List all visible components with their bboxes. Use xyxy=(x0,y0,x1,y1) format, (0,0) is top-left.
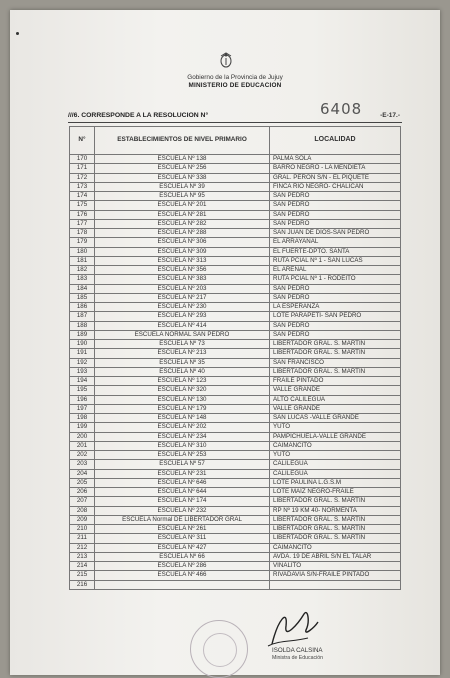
row-locality: EL ARRAYANAL xyxy=(270,238,401,247)
table-row xyxy=(70,571,401,580)
table-row xyxy=(70,423,401,432)
row-number: 193 xyxy=(70,367,95,376)
row-establishment: ESCUELA Normal DE LIBERTADOR GRAL xyxy=(95,515,270,524)
row-number: 200 xyxy=(70,432,95,441)
row-establishment: ESCUELA Nº 383 xyxy=(95,275,270,284)
row-locality: LOTE PAULINA L.G.S.M xyxy=(270,478,401,487)
resolution-number: 6408 xyxy=(320,100,363,118)
row-establishment: ESCUELA Nº 174 xyxy=(95,497,270,506)
document-page xyxy=(10,10,440,675)
table-body xyxy=(70,155,401,590)
table-row xyxy=(70,340,401,349)
row-number: 192 xyxy=(70,358,95,367)
row-locality: LIBERTADOR GRAL. S. MARTIN xyxy=(270,497,401,506)
row-locality: SAN PEDRO xyxy=(270,219,401,228)
table-row xyxy=(70,219,401,228)
row-establishment: ESCUELA Nº 57 xyxy=(95,460,270,469)
table-row xyxy=(70,377,401,386)
row-establishment: ESCUELA Nº 286 xyxy=(95,562,270,571)
row-locality: VALLE GRANDE xyxy=(270,386,401,395)
row-establishment: ESCUELA Nº 138 xyxy=(95,155,270,164)
table-row xyxy=(70,562,401,571)
ministry-name: MINISTERIO DE EDUCACION xyxy=(188,82,282,89)
row-number: 187 xyxy=(70,312,95,321)
row-number: 214 xyxy=(70,562,95,571)
row-number: 216 xyxy=(70,580,95,589)
seal-inner-ring xyxy=(203,633,237,667)
row-establishment: ESCUELA Nº 644 xyxy=(95,488,270,497)
row-number: 176 xyxy=(70,210,95,219)
row-number: 188 xyxy=(70,321,95,330)
header-locality: LOCALIDAD xyxy=(270,127,401,155)
row-establishment: ESCUELA Nº 646 xyxy=(95,478,270,487)
row-locality: SAN FRANCISCO xyxy=(270,358,401,367)
row-locality: PALMA SOLA xyxy=(270,155,401,164)
row-number: 196 xyxy=(70,395,95,404)
row-number: 198 xyxy=(70,414,95,423)
table-row xyxy=(70,525,401,534)
table-row xyxy=(70,275,401,284)
row-number: 177 xyxy=(70,219,95,228)
row-number: 173 xyxy=(70,182,95,191)
row-establishment: ESCUELA Nº 281 xyxy=(95,210,270,219)
row-number: 201 xyxy=(70,441,95,450)
punch-hole xyxy=(16,32,19,35)
table-row xyxy=(70,488,401,497)
row-establishment: ESCUELA Nº 288 xyxy=(95,229,270,238)
row-number: 172 xyxy=(70,173,95,182)
row-locality: VALLE GRANDE xyxy=(270,404,401,413)
row-locality: YUTO xyxy=(270,451,401,460)
table-row xyxy=(70,534,401,543)
row-locality: YUTO xyxy=(270,423,401,432)
header-number: N° xyxy=(70,127,95,155)
row-number: 189 xyxy=(70,330,95,339)
row-establishment: ESCUELA Nº 203 xyxy=(95,284,270,293)
row-number: 183 xyxy=(70,275,95,284)
table-row xyxy=(70,358,401,367)
row-locality: EL FUERTE-DPTO. SANTA xyxy=(270,247,401,256)
row-establishment: ESCUELA Nº 231 xyxy=(95,469,270,478)
table-row xyxy=(70,266,401,275)
resolution-line xyxy=(68,100,402,123)
row-number: 179 xyxy=(70,238,95,247)
row-number: 194 xyxy=(70,377,95,386)
row-locality: LIBERTADOR GRAL. S. MARTIN xyxy=(270,534,401,543)
government-name: Gobierno de la Provincia de Jujuy xyxy=(187,74,283,81)
row-locality: ALTO CALILEGUA xyxy=(270,395,401,404)
row-number: 174 xyxy=(70,192,95,201)
table-row xyxy=(70,238,401,247)
row-establishment: ESCUELA Nº 320 xyxy=(95,386,270,395)
row-establishment: ESCUELA Nº 414 xyxy=(95,321,270,330)
row-number: 210 xyxy=(70,525,95,534)
row-number: 213 xyxy=(70,552,95,561)
row-number: 178 xyxy=(70,229,95,238)
row-number: 199 xyxy=(70,423,95,432)
row-number: 207 xyxy=(70,497,95,506)
row-number: 205 xyxy=(70,478,95,487)
table-row xyxy=(70,284,401,293)
row-locality: CALILEGUA xyxy=(270,469,401,478)
row-establishment: ESCUELA Nº 293 xyxy=(95,312,270,321)
row-locality: SAN LUCAS -VALLE GRANDE xyxy=(270,414,401,423)
row-establishment: ESCUELA Nº 427 xyxy=(95,543,270,552)
table-row xyxy=(70,229,401,238)
signatory-name: ISOLDA CALSINA xyxy=(272,647,323,654)
table-row xyxy=(70,386,401,395)
row-establishment: ESCUELA Nº 217 xyxy=(95,293,270,302)
row-locality: SAN JUAN DE DIOS-SAN PEDRO xyxy=(270,229,401,238)
table-row xyxy=(70,441,401,450)
table-row xyxy=(70,395,401,404)
row-number: 211 xyxy=(70,534,95,543)
row-locality: SAN PEDRO xyxy=(270,284,401,293)
table-row xyxy=(70,173,401,182)
row-establishment: ESCUELA Nº 310 xyxy=(95,441,270,450)
row-locality: PAMPICHUELA-VALLE GRANDE xyxy=(270,432,401,441)
table-row xyxy=(70,432,401,441)
row-establishment: ESCUELA Nº 356 xyxy=(95,266,270,275)
table-row xyxy=(70,164,401,173)
row-establishment: ESCUELA Nº 213 xyxy=(95,349,270,358)
table-row xyxy=(70,210,401,219)
row-locality: FINCA RIO NEGRO- CHALICAN xyxy=(270,182,401,191)
table-row xyxy=(70,349,401,358)
row-number: 190 xyxy=(70,340,95,349)
row-number: 204 xyxy=(70,469,95,478)
row-locality: EL ARENAL xyxy=(270,266,401,275)
row-locality: RP Nº 19 KM 40- NORMENTA xyxy=(270,506,401,515)
table-row xyxy=(70,201,401,210)
row-locality xyxy=(270,580,401,589)
row-establishment: ESCUELA Nº 306 xyxy=(95,238,270,247)
table-row xyxy=(70,321,401,330)
schools-table xyxy=(69,126,401,590)
row-locality: SAN PEDRO xyxy=(270,330,401,339)
table-row xyxy=(70,497,401,506)
row-locality: RUTA PCIAL Nº 1 - SAN LUCAS xyxy=(270,256,401,265)
row-establishment: ESCUELA Nº 66 xyxy=(95,552,270,561)
row-number: 191 xyxy=(70,349,95,358)
row-establishment: ESCUELA NORMAL SAN PEDRO xyxy=(95,330,270,339)
row-establishment: ESCUELA Nº 253 xyxy=(95,451,270,460)
row-establishment: ESCUELA Nº 130 xyxy=(95,395,270,404)
table-row xyxy=(70,552,401,561)
row-locality: LIBERTADOR GRAL. S. MARTIN xyxy=(270,525,401,534)
table-row xyxy=(70,543,401,552)
row-number: 206 xyxy=(70,488,95,497)
table-row xyxy=(70,460,401,469)
row-number: 202 xyxy=(70,451,95,460)
row-locality: CALILEGUA xyxy=(270,460,401,469)
row-locality: LOTE MAÍZ NEGRO-FRAILE xyxy=(270,488,401,497)
ministry-seal-stamp xyxy=(190,620,248,678)
row-locality: LIBERTADOR GRAL. S. MARTIN xyxy=(270,340,401,349)
row-establishment: ESCUELA Nº 261 xyxy=(95,525,270,534)
table-row xyxy=(70,303,401,312)
row-establishment: ESCUELA Nº 311 xyxy=(95,534,270,543)
row-establishment xyxy=(95,580,270,589)
table-row xyxy=(70,451,401,460)
table-row xyxy=(70,414,401,423)
row-locality: GRAL. PERON S/N - EL PIQUETE xyxy=(270,173,401,182)
table-row xyxy=(70,155,401,164)
row-locality: LIBERTADOR GRAL. S. MARTIN xyxy=(270,367,401,376)
row-number: 209 xyxy=(70,515,95,524)
row-establishment: ESCUELA Nº 39 xyxy=(95,182,270,191)
row-number: 185 xyxy=(70,293,95,302)
row-establishment: ESCUELA Nº 35 xyxy=(95,358,270,367)
row-locality: BARRO NEGRO - LA MENDIETA xyxy=(270,164,401,173)
table-row xyxy=(70,312,401,321)
row-locality: AVDA. 19 DE ABRIL S/N EL TALAR xyxy=(270,552,401,561)
table-row xyxy=(70,367,401,376)
row-establishment: ESCUELA Nº 313 xyxy=(95,256,270,265)
row-number: 215 xyxy=(70,571,95,580)
row-establishment: ESCUELA Nº 282 xyxy=(95,219,270,228)
row-establishment: ESCUELA Nº 148 xyxy=(95,414,270,423)
row-number: 180 xyxy=(70,247,95,256)
row-number: 170 xyxy=(70,155,95,164)
table-row xyxy=(70,515,401,524)
row-locality: VINALITO xyxy=(270,562,401,571)
row-establishment: ESCUELA Nº 230 xyxy=(95,303,270,312)
row-establishment: ESCUELA Nº 232 xyxy=(95,506,270,515)
table-row xyxy=(70,330,401,339)
row-number: 181 xyxy=(70,256,95,265)
row-locality: CAIMANCITO xyxy=(270,441,401,450)
row-locality: LIBERTADOR GRAL. S. MARTIN xyxy=(270,515,401,524)
row-locality: SAN PEDRO xyxy=(270,321,401,330)
row-number: 182 xyxy=(70,266,95,275)
row-locality: CAIMANCITO xyxy=(270,543,401,552)
row-number: 212 xyxy=(70,543,95,552)
row-establishment: ESCUELA Nº 256 xyxy=(95,164,270,173)
row-establishment: ESCUELA Nº 95 xyxy=(95,192,270,201)
table-row xyxy=(70,256,401,265)
row-locality: SAN PEDRO xyxy=(270,210,401,219)
row-establishment: ESCUELA Nº 179 xyxy=(95,404,270,413)
table-row xyxy=(70,580,401,589)
table-row xyxy=(70,192,401,201)
row-number: 197 xyxy=(70,404,95,413)
row-locality: LOTE PARAPETÍ- SAN PEDRO xyxy=(270,312,401,321)
table-row xyxy=(70,506,401,515)
resolution-suffix: -E-17.- xyxy=(380,112,400,119)
table-row xyxy=(70,247,401,256)
row-locality: LA ESPERANZA xyxy=(270,303,401,312)
table-row xyxy=(70,469,401,478)
table-row xyxy=(70,404,401,413)
row-locality: SAN PEDRO xyxy=(270,293,401,302)
resolution-prefix: ///6. CORRESPONDE A LA RESOLUCION N° xyxy=(68,112,209,119)
row-number: 203 xyxy=(70,460,95,469)
table-header-row xyxy=(70,127,401,155)
table-row xyxy=(70,478,401,487)
row-number: 195 xyxy=(70,386,95,395)
handwritten-signature xyxy=(258,600,328,650)
header-establishment: ESTABLECIMIENTOS DE NIVEL PRIMARIO xyxy=(95,127,270,155)
row-number: 175 xyxy=(70,201,95,210)
row-number: 208 xyxy=(70,506,95,515)
row-establishment: ESCUELA Nº 466 xyxy=(95,571,270,580)
row-locality: LIBERTADOR GRAL. S. MARTIN xyxy=(270,349,401,358)
row-establishment: ESCUELA Nº 123 xyxy=(95,377,270,386)
row-number: 184 xyxy=(70,284,95,293)
row-locality: FRAILE PINTADO xyxy=(270,377,401,386)
signatory-title: Ministra de Educación xyxy=(272,655,324,661)
table-row xyxy=(70,182,401,191)
row-establishment: ESCUELA Nº 234 xyxy=(95,432,270,441)
row-number: 171 xyxy=(70,164,95,173)
row-establishment: ESCUELA Nº 201 xyxy=(95,201,270,210)
row-locality: RUTA PCIAL Nº 1 - RODEITO xyxy=(270,275,401,284)
row-establishment: ESCUELA Nº 40 xyxy=(95,367,270,376)
table-row xyxy=(70,293,401,302)
row-locality: SAN PEDRO xyxy=(270,201,401,210)
row-establishment: ESCUELA Nº 309 xyxy=(95,247,270,256)
row-establishment: ESCUELA Nº 73 xyxy=(95,340,270,349)
coat-of-arms-icon xyxy=(219,52,233,68)
row-establishment: ESCUELA Nº 338 xyxy=(95,173,270,182)
row-number: 186 xyxy=(70,303,95,312)
row-establishment: ESCUELA Nº 202 xyxy=(95,423,270,432)
row-locality: SAN PEDRO xyxy=(270,192,401,201)
row-locality: RIVADAVIA S/N-FRAILE PINTADO xyxy=(270,571,401,580)
